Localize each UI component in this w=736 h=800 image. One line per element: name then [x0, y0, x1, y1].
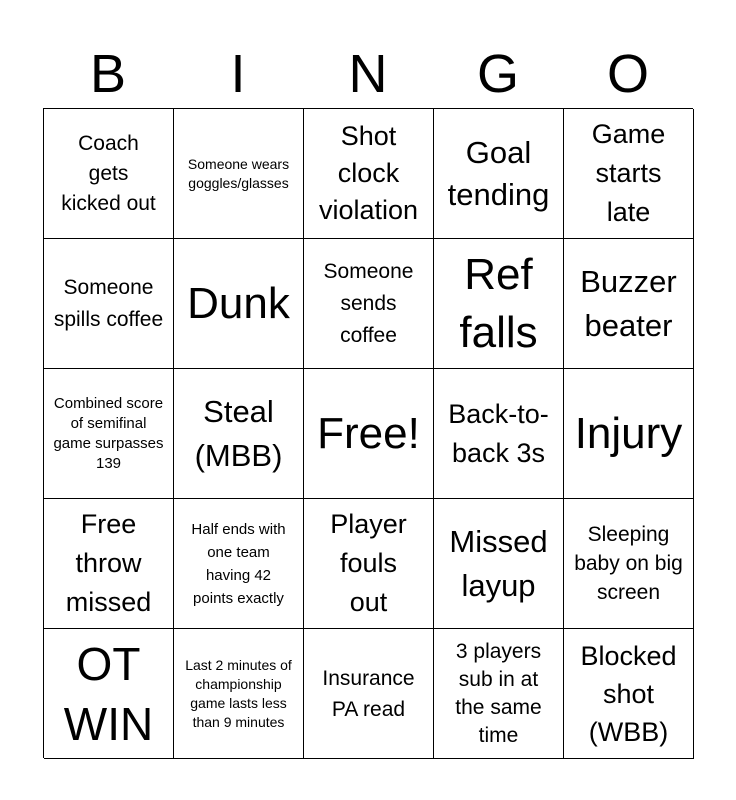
cell-text: Dunk: [187, 278, 290, 328]
cell-text: Goal tending: [447, 134, 550, 212]
cell-text: Buzzer beater: [580, 263, 677, 343]
cell-text: Combined score of semifinal game surpasses 139: [53, 394, 164, 472]
cell-text: Injury: [574, 408, 683, 458]
cell-text: Ref falls: [459, 249, 538, 357]
cell-text: Someone wears goggles/glasses: [187, 155, 290, 191]
cell-text: Sleeping baby on big screen: [574, 523, 683, 604]
cell-text: 3 players sub in at the same time: [455, 639, 542, 747]
cell-text: Game starts late: [591, 119, 666, 227]
bingo-cell[interactable]: [434, 499, 564, 629]
bingo-cell[interactable]: [174, 239, 304, 369]
bingo-cell[interactable]: [434, 369, 564, 499]
bingo-cell[interactable]: [564, 239, 694, 369]
bingo-cell[interactable]: [174, 369, 304, 499]
bingo-cell[interactable]: [564, 499, 694, 629]
bingo-cell[interactable]: [564, 109, 694, 239]
cell-text: Free!: [317, 408, 420, 458]
bingo-cell[interactable]: [564, 369, 694, 499]
bingo-cell[interactable]: [304, 369, 434, 499]
bingo-cell[interactable]: [174, 629, 304, 759]
cell-text: Back-to-back 3s: [448, 398, 549, 468]
cell-text: Someone spills coffee: [53, 275, 164, 331]
bingo-cell[interactable]: [174, 109, 304, 239]
bingo-cell[interactable]: [44, 369, 174, 499]
bingo-cell[interactable]: [174, 499, 304, 629]
bingo-cell[interactable]: [434, 239, 564, 369]
bingo-cell[interactable]: [304, 499, 434, 629]
cell-text: Steal (MBB): [194, 393, 283, 473]
header-letter-b: B: [89, 44, 127, 104]
header-letter-n: N: [348, 44, 388, 104]
cell-text: Missed layup: [449, 523, 548, 603]
header-letter-g: G: [476, 44, 519, 104]
cell-text: Free throw missed: [65, 509, 152, 617]
bingo-cell[interactable]: [304, 629, 434, 759]
cell-text: Coach gets kicked out: [61, 131, 156, 215]
header-letter-o: O: [606, 44, 649, 104]
cell-text: Someone sends coffee: [323, 259, 414, 347]
bingo-cell[interactable]: [44, 629, 174, 759]
bingo-board: [43, 108, 693, 758]
bingo-cell[interactable]: [434, 109, 564, 239]
bingo-cell[interactable]: [44, 109, 174, 239]
cell-text: Shot clock violation: [318, 121, 419, 225]
bingo-cell[interactable]: [304, 109, 434, 239]
bingo-cell[interactable]: [44, 499, 174, 629]
header-letter-i: I: [230, 44, 246, 104]
cell-text: OT WIN: [63, 637, 154, 750]
bingo-cell[interactable]: [304, 239, 434, 369]
bingo-cell[interactable]: [564, 629, 694, 759]
bingo-cell[interactable]: [44, 239, 174, 369]
bingo-header: [43, 40, 693, 108]
cell-text: Blocked shot (WBB): [580, 640, 677, 747]
cell-text: Half ends with one team having 42 points exactly: [191, 520, 286, 607]
bingo-cell[interactable]: [434, 629, 564, 759]
cell-text: Last 2 minutes of championship game lasts less than 9 minutes: [185, 656, 292, 730]
cell-text: Insurance PA read: [322, 666, 415, 721]
cell-text: Player fouls out: [330, 509, 407, 617]
